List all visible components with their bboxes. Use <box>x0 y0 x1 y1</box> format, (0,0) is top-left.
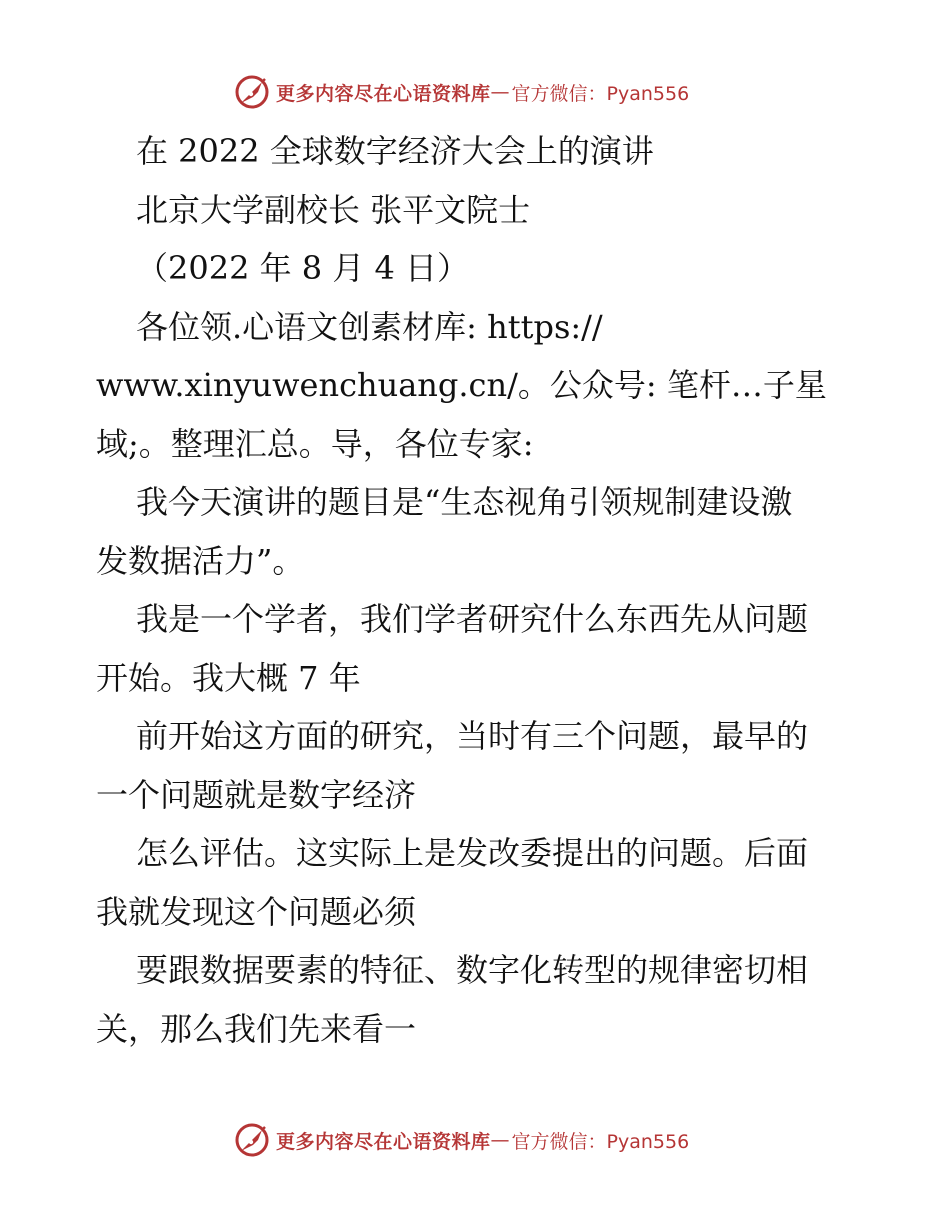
body-line: 发数据活力”。 <box>96 541 305 580</box>
body-line: 我今天演讲的题目是“生态视角引领规制建设激 <box>136 483 793 521</box>
body-line: 我是一个学者，我们学者研究什么东西先从问题 <box>136 600 809 638</box>
pen-nib-icon <box>232 1120 272 1160</box>
footer-brand-text: 更多内容尽在心语资料库 <box>276 1130 491 1153</box>
body-line: 前开始这方面的研究，当时有三个问题，最早的 <box>136 717 809 755</box>
date-line: （2022 年 8 月 4 日） <box>136 249 470 287</box>
speaker-line: 北京大学副校长 张平文院士 <box>136 190 531 229</box>
body-line: 开始。我大概 7 年 <box>96 658 361 697</box>
body-line: 一个问题就是数字经济 <box>96 775 417 814</box>
body-line: 我就发现这个问题必须 <box>96 892 417 931</box>
body-line: 要跟数据要素的特征、数字化转型的规律密切相 <box>136 951 809 989</box>
footer-separator: — <box>490 1129 510 1151</box>
body-line: 各位领.心语文创素材库: https:// <box>136 307 603 346</box>
header-contact-text: 官方微信：Pyan556 <box>511 82 690 105</box>
footer-contact-text: 官方微信：Pyan556 <box>511 1130 690 1153</box>
body-line: 关，那么我们先来看一 <box>96 1009 417 1048</box>
footer-watermark-banner <box>232 1118 689 1162</box>
pen-nib-icon <box>232 72 272 112</box>
body-line: www.xinyuwenchuang.cn/。公众号: 笔杆…子星 <box>96 366 827 404</box>
header-separator: — <box>490 81 510 103</box>
body-line: 域;。整理汇总。导，各位专家: <box>96 424 534 463</box>
header-brand-text: 更多内容尽在心语资料库 <box>276 82 491 105</box>
body-line: 怎么评估。这实际上是发改委提出的问题。后面 <box>136 834 809 872</box>
document-title: 在 2022 全球数字经济大会上的演讲 <box>136 132 654 170</box>
document-body <box>96 122 856 1058</box>
header-watermark-banner <box>232 70 689 114</box>
